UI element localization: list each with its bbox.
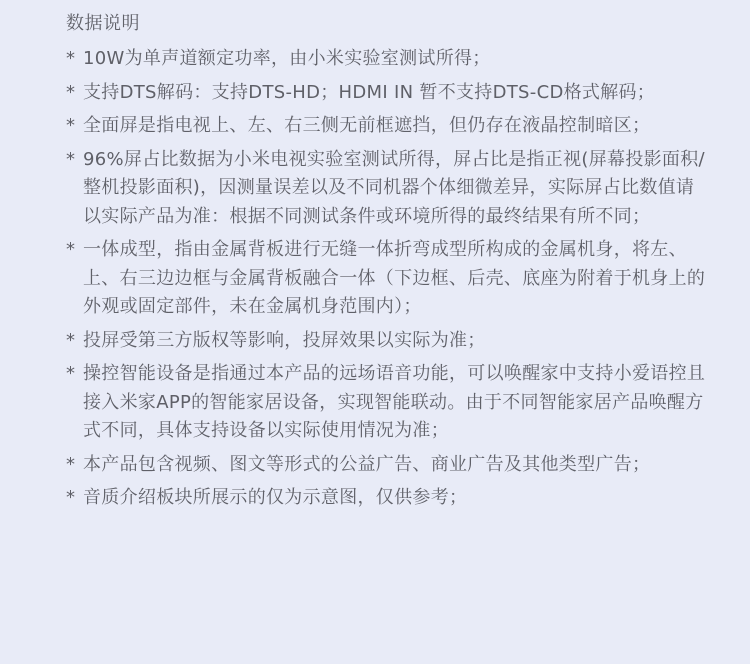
bullet-mark: *	[66, 115, 76, 136]
bullet-mark: *	[66, 363, 76, 384]
note-item	[66, 146, 710, 232]
note-item	[66, 327, 710, 356]
note-item	[66, 360, 710, 446]
note-item	[66, 45, 710, 74]
notes-list	[66, 45, 710, 513]
note-text: 96%屏占比数据为小米电视实验室测试所得，屏占比是指正视(屏幕投影面积/整机投影面积)，因测量误差以及不同机器个体细微差异，实际屏占比数值请以实际产品为准：根据不同测试条件或环境所得的最终结果有所不同；	[83, 148, 705, 227]
note-item	[66, 484, 710, 513]
note-item	[66, 451, 710, 480]
bullet-mark: *	[66, 148, 76, 170]
bullet-mark: *	[66, 239, 76, 260]
note-text: 操控智能设备是指通过本产品的远场语音功能，可以唤醒家中支持小爱语控且接入米家APP的智能家居设备，实现智能联动。由于不同智能家居产品唤醒方式不同，具体支持设备以实际使用情况为准；	[83, 363, 706, 441]
bullet-mark: *	[66, 48, 76, 69]
note-item	[66, 112, 710, 141]
note-text: 全面屏是指电视上、左、右三侧无前框遮挡，但仍存在液晶控制暗区；	[83, 115, 651, 136]
note-item	[66, 236, 710, 322]
note-text: 一体成型，指由金属背板进行无缝一体折弯成型所构成的金属机身，将左、上、右三边边框与金属背板融合一体（下边框、后壳、底座为附着于机身上的外观或固定部件，未在金属机身范围内）；	[83, 239, 706, 317]
note-item	[66, 79, 710, 108]
note-text: 音质介绍板块所展示的仅为示意图，仅供参考；	[83, 487, 468, 508]
bullet-mark: *	[66, 81, 76, 103]
bullet-mark: *	[66, 487, 76, 508]
section-title: 数据说明	[66, 13, 140, 34]
note-text: 本产品包含视频、图文等形式的公益广告、商业广告及其他类型广告；	[83, 453, 651, 475]
note-text: 10W为单声道额定功率，由小米实验室测试所得；	[83, 48, 491, 69]
bullet-mark: *	[66, 453, 76, 475]
note-text: 支持DTS解码：支持DTS-HD；HDMI IN 暂不支持DTS-CD格式解码；	[83, 81, 656, 103]
bullet-mark: *	[66, 329, 76, 351]
note-text: 投屏受第三方版权等影响，投屏效果以实际为准；	[83, 329, 486, 351]
